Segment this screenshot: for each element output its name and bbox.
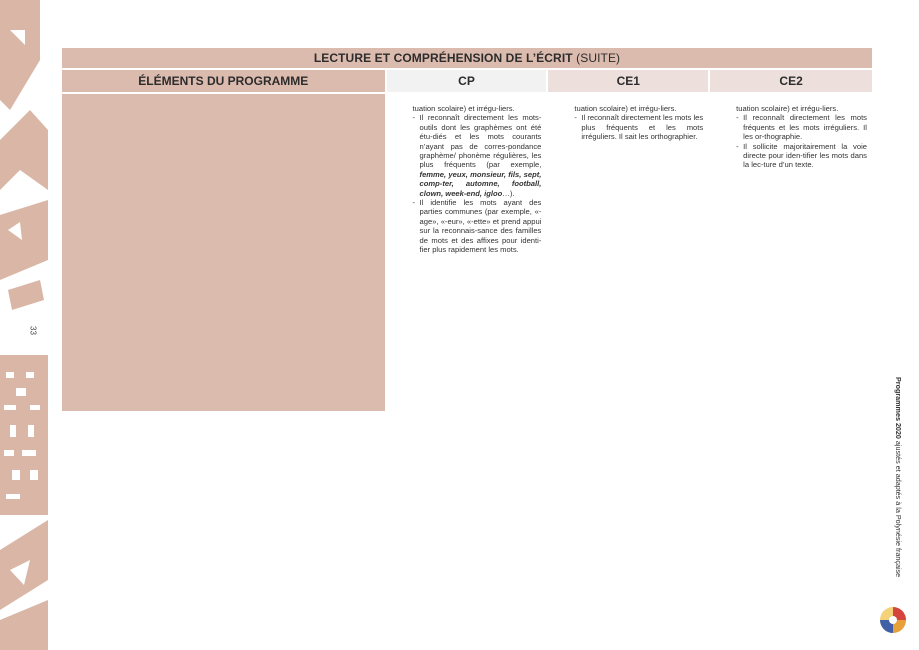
ce2-item-1: - Il reconnaît directement les mots fréquents et les mots irréguliers. Il les or-thographie. <box>736 113 867 141</box>
side-footer <box>894 377 903 577</box>
ce1-cell <box>548 94 708 411</box>
ce2-list <box>736 113 867 169</box>
decorative-pattern <box>0 0 48 650</box>
table-title <box>62 48 872 68</box>
cp-item-1-end: …). <box>502 188 515 198</box>
ce1-list <box>574 113 703 141</box>
header-elements: ÉLÉMENTS DU PROGRAMME <box>62 70 385 92</box>
elements-cell <box>62 94 385 411</box>
program-table <box>62 48 872 411</box>
cp-cell <box>387 94 547 411</box>
header-row <box>62 70 872 92</box>
ce1-item-1: - Il reconnaît directement les mots les plus fréquents et les mots irréguliers. Il sait les orthographier. <box>574 113 703 141</box>
cp-item-1-examples: femme, yeux, monsieur, fils, sept, comp-ter, automne, football, clown, week-end, igloo <box>419 169 542 198</box>
cp-item-1-text: Il reconnaît directement les mots-outils dont les graphèmes ont été étu-diés et les mots courants n’ayant pas de corres-pondance graphème/ phonème régulières, les plus fréquents (par exemple, <box>419 113 542 170</box>
header-ce2: CE2 <box>710 70 872 92</box>
ce1-intro: tuation scolaire) et irrégu-liers. <box>574 104 677 113</box>
cp-item-1 <box>413 113 542 198</box>
footer-bold: Programmes 2020 <box>894 377 903 439</box>
table-title-suffix: (SUITE) <box>572 51 621 65</box>
content-row <box>62 94 872 411</box>
cp-list <box>413 113 542 254</box>
ce2-intro: tuation scolaire) et irrégu-liers. <box>736 104 839 113</box>
page-number: 33 <box>28 326 38 335</box>
table-title-main: LECTURE ET COMPRÉHENSION DE L’ÉCRIT <box>313 51 573 65</box>
header-ce1: CE1 <box>548 70 708 92</box>
polynesia-logo-icon <box>878 605 908 635</box>
header-cp: CP <box>387 70 547 92</box>
cp-item-2: - Il identifie les mots ayant des parties communes (par exemple, «-age», «-eur», «-ette» et prend appui sur la reconnais-sance des familles de mots et des affixes pour identi-fier plus rapidement les mots. <box>413 198 542 254</box>
ce2-item-2: - Il sollicite majoritairement la voie directe pour iden-tifier les mots dans la lec-ture d’un texte. <box>736 142 867 170</box>
ce2-cell <box>710 94 872 411</box>
cp-intro: tuation scolaire) et irrégu-liers. <box>412 104 515 113</box>
footer-rest: ajustés et adaptés à la Polynésie française <box>894 438 903 578</box>
